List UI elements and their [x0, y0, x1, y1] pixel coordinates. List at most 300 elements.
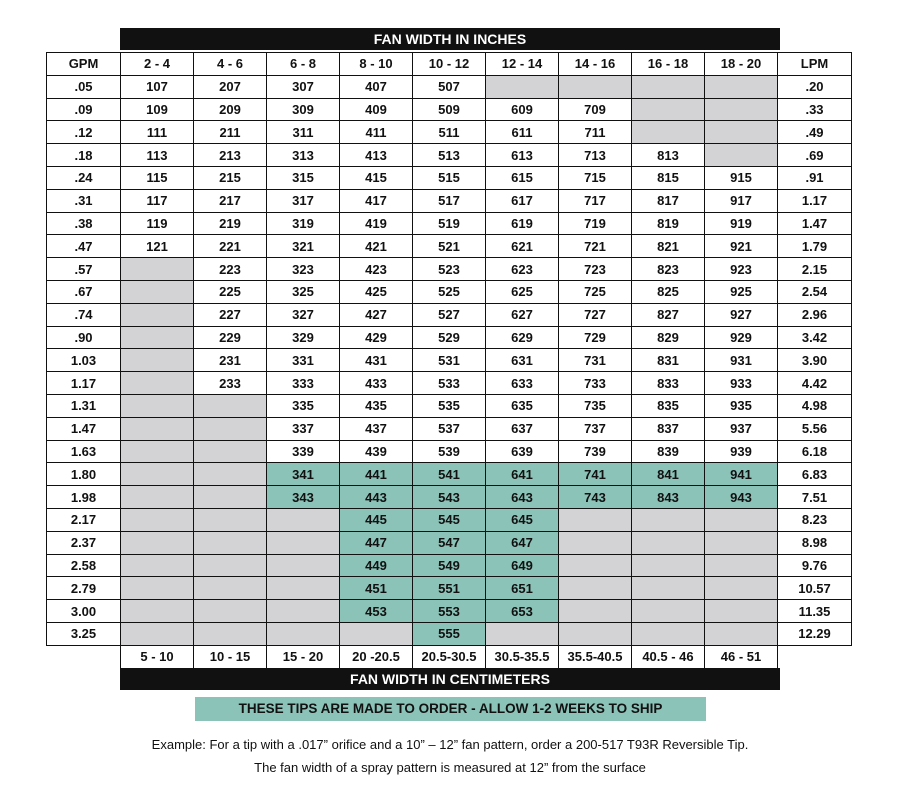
tip-number-cell: 523	[413, 258, 486, 281]
empty-cell	[194, 554, 267, 577]
tip-number-cell: 633	[486, 372, 559, 395]
tip-number-cell: 111	[121, 121, 194, 144]
gpm-value: 1.63	[47, 440, 121, 463]
tip-number-cell: 819	[632, 212, 705, 235]
inch-range-header: 12 - 14	[486, 53, 559, 76]
tip-number-cell: 333	[267, 372, 340, 395]
tip-number-cell: 443	[340, 486, 413, 509]
tip-number-cell: 555	[413, 622, 486, 645]
empty-cell	[559, 622, 632, 645]
tip-number-cell: 833	[632, 372, 705, 395]
empty-cell	[632, 577, 705, 600]
tip-number-cell: 417	[340, 189, 413, 212]
empty-cell	[632, 600, 705, 623]
lpm-value: 9.76	[778, 554, 852, 577]
table-row	[47, 98, 852, 121]
tip-number-cell: 415	[340, 166, 413, 189]
empty-cell	[559, 531, 632, 554]
lpm-value: 2.54	[778, 280, 852, 303]
tip-number-cell: 437	[340, 417, 413, 440]
empty-cell	[340, 622, 413, 645]
tip-number-cell: 539	[413, 440, 486, 463]
tip-number-cell: 411	[340, 121, 413, 144]
table-row	[47, 600, 852, 623]
tip-number-cell: 613	[486, 144, 559, 167]
empty-cell	[705, 600, 778, 623]
empty-cell	[121, 531, 194, 554]
lpm-value: .49	[778, 121, 852, 144]
empty-cell	[486, 75, 559, 98]
table-row	[47, 235, 852, 258]
gpm-value: .74	[47, 303, 121, 326]
cm-range-header: 15 - 20	[267, 645, 340, 668]
tip-number-cell: 335	[267, 394, 340, 417]
tip-number-cell: 831	[632, 349, 705, 372]
table-row	[47, 280, 852, 303]
empty-corner	[778, 645, 852, 668]
table-row	[47, 486, 852, 509]
empty-cell	[267, 622, 340, 645]
table-row	[47, 508, 852, 531]
empty-cell	[267, 531, 340, 554]
tip-number-cell: 821	[632, 235, 705, 258]
tip-number-cell: 109	[121, 98, 194, 121]
cm-range-header: 35.5-40.5	[559, 645, 632, 668]
tip-number-cell: 511	[413, 121, 486, 144]
table-row	[47, 622, 852, 645]
tip-number-cell: 421	[340, 235, 413, 258]
tip-number-cell: 933	[705, 372, 778, 395]
cm-range-header: 40.5 - 46	[632, 645, 705, 668]
tip-number-cell: 107	[121, 75, 194, 98]
lpm-value: 1.79	[778, 235, 852, 258]
tip-number-cell: 339	[267, 440, 340, 463]
lpm-value: 1.17	[778, 189, 852, 212]
gpm-value: 3.25	[47, 622, 121, 645]
tip-number-cell: 531	[413, 349, 486, 372]
empty-cell	[121, 349, 194, 372]
empty-cell	[267, 577, 340, 600]
tip-number-cell: 619	[486, 212, 559, 235]
tip-number-cell: 715	[559, 166, 632, 189]
gpm-value: 1.47	[47, 417, 121, 440]
gpm-value: .12	[47, 121, 121, 144]
empty-cell	[705, 144, 778, 167]
tip-number-cell: 739	[559, 440, 632, 463]
nozzle-tip-table	[46, 52, 852, 669]
empty-cell	[121, 417, 194, 440]
empty-cell	[632, 121, 705, 144]
tip-number-cell: 553	[413, 600, 486, 623]
tip-number-cell: 729	[559, 326, 632, 349]
empty-cell	[121, 440, 194, 463]
empty-cell	[559, 600, 632, 623]
fan-width-note: The fan width of a spray pattern is measured at 12” from the surface	[254, 760, 646, 775]
tip-number-cell: 725	[559, 280, 632, 303]
gpm-value: 2.37	[47, 531, 121, 554]
tip-number-cell: 441	[340, 463, 413, 486]
tip-number-cell: 923	[705, 258, 778, 281]
tip-number-cell: 645	[486, 508, 559, 531]
tip-number-cell: 507	[413, 75, 486, 98]
cm-range-header: 20.5-30.5	[413, 645, 486, 668]
tip-number-cell: 917	[705, 189, 778, 212]
lpm-value: .69	[778, 144, 852, 167]
lpm-value: 1.47	[778, 212, 852, 235]
tip-number-cell: 423	[340, 258, 413, 281]
empty-cell	[194, 440, 267, 463]
tip-number-cell: 329	[267, 326, 340, 349]
empty-cell	[559, 75, 632, 98]
tip-number-cell: 311	[267, 121, 340, 144]
tip-number-cell: 941	[705, 463, 778, 486]
tip-number-cell: 611	[486, 121, 559, 144]
tip-number-cell: 943	[705, 486, 778, 509]
tip-number-cell: 527	[413, 303, 486, 326]
tip-number-cell: 119	[121, 212, 194, 235]
empty-cell	[121, 280, 194, 303]
gpm-value: 1.80	[47, 463, 121, 486]
empty-cell	[705, 98, 778, 121]
tip-number-cell: 711	[559, 121, 632, 144]
empty-cell	[121, 326, 194, 349]
empty-cell	[121, 463, 194, 486]
tip-number-cell: 515	[413, 166, 486, 189]
tip-number-cell: 319	[267, 212, 340, 235]
tip-number-cell: 525	[413, 280, 486, 303]
tip-number-cell: 509	[413, 98, 486, 121]
made-to-order-notice: THESE TIPS ARE MADE TO ORDER - ALLOW 1-2 WEEKS TO SHIP	[195, 697, 706, 721]
gpm-value: .57	[47, 258, 121, 281]
empty-cell	[121, 372, 194, 395]
tip-number-cell: 115	[121, 166, 194, 189]
tip-number-cell: 341	[267, 463, 340, 486]
tip-number-cell: 717	[559, 189, 632, 212]
cm-range-header: 30.5-35.5	[486, 645, 559, 668]
empty-cell	[559, 554, 632, 577]
empty-cell	[267, 508, 340, 531]
empty-cell	[194, 508, 267, 531]
cm-range-header: 10 - 15	[194, 645, 267, 668]
tip-number-cell: 435	[340, 394, 413, 417]
example-text: Example: For a tip with a .017” orifice and a 10” – 12” fan pattern, order a 200-517 T93R Reversible Tip.	[151, 737, 749, 752]
tip-number-cell: 413	[340, 144, 413, 167]
inch-range-header: 10 - 12	[413, 53, 486, 76]
tip-number-cell: 935	[705, 394, 778, 417]
tip-number-cell: 447	[340, 531, 413, 554]
fan-width-inches-title: FAN WIDTH IN INCHES	[120, 28, 780, 50]
inch-range-header: 8 - 10	[340, 53, 413, 76]
lpm-value: 5.56	[778, 417, 852, 440]
gpm-value: 1.17	[47, 372, 121, 395]
tip-number-cell: 317	[267, 189, 340, 212]
tip-number-cell: 451	[340, 577, 413, 600]
tip-number-cell: 517	[413, 189, 486, 212]
gpm-value: 2.79	[47, 577, 121, 600]
empty-cell	[121, 508, 194, 531]
tip-number-cell: 209	[194, 98, 267, 121]
tip-number-cell: 233	[194, 372, 267, 395]
tip-number-cell: 825	[632, 280, 705, 303]
tip-number-cell: 815	[632, 166, 705, 189]
tip-number-cell: 813	[632, 144, 705, 167]
empty-cell	[486, 622, 559, 645]
empty-cell	[632, 98, 705, 121]
tip-number-cell: 533	[413, 372, 486, 395]
table-row	[47, 417, 852, 440]
tip-number-cell: 207	[194, 75, 267, 98]
gpm-value: 1.31	[47, 394, 121, 417]
tip-number-cell: 709	[559, 98, 632, 121]
tip-number-cell: 843	[632, 486, 705, 509]
gpm-value: .05	[47, 75, 121, 98]
tip-number-cell: 649	[486, 554, 559, 577]
gpm-value: 1.98	[47, 486, 121, 509]
tip-number-cell: 117	[121, 189, 194, 212]
tip-number-cell: 925	[705, 280, 778, 303]
gpm-value: 2.17	[47, 508, 121, 531]
tip-number-cell: 407	[340, 75, 413, 98]
gpm-value: .09	[47, 98, 121, 121]
tip-number-cell: 321	[267, 235, 340, 258]
gpm-value: 3.00	[47, 600, 121, 623]
lpm-value: 4.42	[778, 372, 852, 395]
tip-number-cell: 519	[413, 212, 486, 235]
inch-range-header: 14 - 16	[559, 53, 632, 76]
tip-number-cell: 827	[632, 303, 705, 326]
tip-number-cell: 713	[559, 144, 632, 167]
lpm-value: 3.42	[778, 326, 852, 349]
tip-number-cell: 113	[121, 144, 194, 167]
table-row	[47, 577, 852, 600]
lpm-header: LPM	[778, 53, 852, 76]
lpm-value: 11.35	[778, 600, 852, 623]
empty-cell	[705, 622, 778, 645]
table-row	[47, 440, 852, 463]
tip-number-cell: 735	[559, 394, 632, 417]
cm-range-header: 20 -20.5	[340, 645, 413, 668]
tip-number-cell: 543	[413, 486, 486, 509]
tip-number-cell: 535	[413, 394, 486, 417]
lpm-value: .33	[778, 98, 852, 121]
tip-number-cell: 331	[267, 349, 340, 372]
gpm-value: 1.03	[47, 349, 121, 372]
tip-number-cell: 625	[486, 280, 559, 303]
empty-cell	[267, 554, 340, 577]
tip-number-cell: 839	[632, 440, 705, 463]
gpm-value: .38	[47, 212, 121, 235]
empty-cell	[121, 577, 194, 600]
tip-number-cell: 637	[486, 417, 559, 440]
cm-header-row	[47, 645, 852, 668]
inch-range-header: 16 - 18	[632, 53, 705, 76]
empty-cell	[705, 531, 778, 554]
tip-number-cell: 623	[486, 258, 559, 281]
tip-number-cell: 221	[194, 235, 267, 258]
tip-number-cell: 915	[705, 166, 778, 189]
tip-number-cell: 231	[194, 349, 267, 372]
table-row	[47, 349, 852, 372]
tip-number-cell: 727	[559, 303, 632, 326]
tip-number-cell: 737	[559, 417, 632, 440]
table-row	[47, 463, 852, 486]
tip-number-cell: 215	[194, 166, 267, 189]
inch-range-header: 18 - 20	[705, 53, 778, 76]
empty-cell	[705, 508, 778, 531]
tip-number-cell: 323	[267, 258, 340, 281]
lpm-value: 10.57	[778, 577, 852, 600]
tip-number-cell: 433	[340, 372, 413, 395]
tip-number-cell: 741	[559, 463, 632, 486]
tip-number-cell: 817	[632, 189, 705, 212]
tip-number-cell: 425	[340, 280, 413, 303]
table-row	[47, 554, 852, 577]
tip-number-cell: 541	[413, 463, 486, 486]
lpm-value: 2.15	[778, 258, 852, 281]
table-row	[47, 121, 852, 144]
lpm-value: 3.90	[778, 349, 852, 372]
tip-number-cell: 545	[413, 508, 486, 531]
tip-number-cell: 723	[559, 258, 632, 281]
tip-number-cell: 313	[267, 144, 340, 167]
table-row	[47, 144, 852, 167]
tip-number-cell: 337	[267, 417, 340, 440]
tip-number-cell: 635	[486, 394, 559, 417]
tip-number-cell: 439	[340, 440, 413, 463]
gpm-value: .31	[47, 189, 121, 212]
tip-number-cell: 427	[340, 303, 413, 326]
tip-number-cell: 643	[486, 486, 559, 509]
lpm-value: 7.51	[778, 486, 852, 509]
tip-number-cell: 829	[632, 326, 705, 349]
lpm-value: 8.98	[778, 531, 852, 554]
inch-range-header: 4 - 6	[194, 53, 267, 76]
tip-number-cell: 549	[413, 554, 486, 577]
tip-number-cell: 719	[559, 212, 632, 235]
table-row	[47, 189, 852, 212]
lpm-value: 12.29	[778, 622, 852, 645]
table-row	[47, 372, 852, 395]
tip-number-cell: 609	[486, 98, 559, 121]
empty-cell	[632, 508, 705, 531]
tip-number-cell: 343	[267, 486, 340, 509]
tip-number-cell: 841	[632, 463, 705, 486]
tip-number-cell: 429	[340, 326, 413, 349]
tip-number-cell: 225	[194, 280, 267, 303]
tip-number-cell: 743	[559, 486, 632, 509]
tip-number-cell: 929	[705, 326, 778, 349]
tip-number-cell: 641	[486, 463, 559, 486]
lpm-value: .91	[778, 166, 852, 189]
tip-number-cell: 219	[194, 212, 267, 235]
tip-number-cell: 449	[340, 554, 413, 577]
empty-cell	[121, 394, 194, 417]
tip-number-cell: 211	[194, 121, 267, 144]
tip-number-cell: 529	[413, 326, 486, 349]
empty-cell	[121, 258, 194, 281]
lpm-value: .20	[778, 75, 852, 98]
tip-number-cell: 445	[340, 508, 413, 531]
empty-cell	[559, 508, 632, 531]
tip-number-cell: 653	[486, 600, 559, 623]
tip-number-cell: 419	[340, 212, 413, 235]
tip-number-cell: 647	[486, 531, 559, 554]
tip-number-cell: 327	[267, 303, 340, 326]
empty-cell	[705, 121, 778, 144]
tip-number-cell: 537	[413, 417, 486, 440]
tip-number-cell: 309	[267, 98, 340, 121]
tip-number-cell: 721	[559, 235, 632, 258]
empty-cell	[121, 622, 194, 645]
table-row	[47, 212, 852, 235]
gpm-value: .67	[47, 280, 121, 303]
table-row	[47, 394, 852, 417]
tip-number-cell: 823	[632, 258, 705, 281]
inch-range-header: 2 - 4	[121, 53, 194, 76]
empty-cell	[121, 303, 194, 326]
tip-number-cell: 733	[559, 372, 632, 395]
tip-number-cell: 547	[413, 531, 486, 554]
empty-cell	[194, 394, 267, 417]
tip-number-cell: 551	[413, 577, 486, 600]
empty-cell	[705, 75, 778, 98]
tip-number-cell: 307	[267, 75, 340, 98]
tip-number-cell: 227	[194, 303, 267, 326]
lpm-value: 6.83	[778, 463, 852, 486]
cm-range-header: 5 - 10	[121, 645, 194, 668]
gpm-value: .90	[47, 326, 121, 349]
tip-number-cell: 521	[413, 235, 486, 258]
tip-number-cell: 217	[194, 189, 267, 212]
table-row	[47, 303, 852, 326]
header-row	[47, 53, 852, 76]
gpm-value: .24	[47, 166, 121, 189]
tip-number-cell: 835	[632, 394, 705, 417]
empty-cell	[194, 600, 267, 623]
tip-number-cell: 615	[486, 166, 559, 189]
tip-number-cell: 617	[486, 189, 559, 212]
tip-number-cell: 651	[486, 577, 559, 600]
tip-number-cell: 931	[705, 349, 778, 372]
table-row	[47, 326, 852, 349]
gpm-value: .47	[47, 235, 121, 258]
table-row	[47, 166, 852, 189]
tip-number-cell: 315	[267, 166, 340, 189]
empty-cell	[632, 75, 705, 98]
table-row	[47, 258, 852, 281]
tip-number-cell: 213	[194, 144, 267, 167]
empty-cell	[194, 463, 267, 486]
tip-number-cell: 731	[559, 349, 632, 372]
tip-number-cell: 837	[632, 417, 705, 440]
tip-number-cell: 513	[413, 144, 486, 167]
empty-cell	[194, 622, 267, 645]
tip-number-cell: 631	[486, 349, 559, 372]
empty-cell	[632, 554, 705, 577]
empty-cell	[705, 554, 778, 577]
tip-number-cell: 229	[194, 326, 267, 349]
tip-number-cell: 939	[705, 440, 778, 463]
table-row	[47, 531, 852, 554]
empty-cell	[705, 577, 778, 600]
empty-cell	[632, 622, 705, 645]
empty-cell	[121, 554, 194, 577]
lpm-value: 4.98	[778, 394, 852, 417]
fan-width-centimeters-title: FAN WIDTH IN CENTIMETERS	[120, 668, 780, 690]
tip-number-cell: 627	[486, 303, 559, 326]
tip-number-cell: 629	[486, 326, 559, 349]
tip-number-cell: 919	[705, 212, 778, 235]
